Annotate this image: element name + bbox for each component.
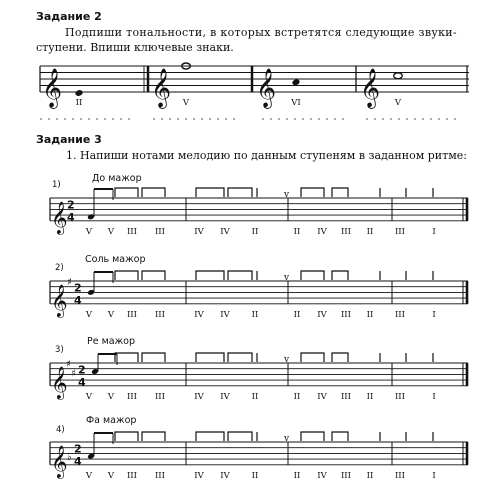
exercise-2-rhythm-bracket <box>196 271 224 280</box>
exercise-1-degree-label: II <box>251 226 259 237</box>
exercise-3-degree-label: II <box>366 391 374 402</box>
exercise-4-rhythm-bracket <box>115 432 138 441</box>
exercise-3-sharp-sign: ♯ <box>66 359 71 370</box>
task3-title: Задание 3 <box>36 133 102 146</box>
exercise-4-rhythm-bracket <box>142 432 165 441</box>
exercise-4-degree-label: V <box>85 470 93 481</box>
exercise-4-degree-label: IV <box>194 470 204 481</box>
exercise-1-degree-label: II <box>293 226 301 237</box>
exercise-4-rhythm-bracket <box>301 432 324 441</box>
exercise-2-rhythm-bracket <box>142 271 165 280</box>
exercise-1-rhythm-bracket <box>115 188 138 197</box>
exercise-4-number: 4) <box>56 425 65 435</box>
exercise-1-degree-label: IV <box>194 226 204 237</box>
exercise-4-rhythm-bracket <box>332 432 348 441</box>
exercise-3-treble-clef: 𝄞 <box>51 365 68 399</box>
exercise-3-degree-label: IV <box>220 391 230 402</box>
exercise-4-flat-sign: ♭ <box>67 452 72 464</box>
exercise-1-degree-label: V <box>107 226 115 237</box>
exercise-3-degree-label: III <box>340 391 352 402</box>
exercise-3-degree-label: IV <box>194 391 204 402</box>
exercise-2-degree-label: III <box>394 309 406 320</box>
task2-title: Задание 2 <box>36 10 102 23</box>
exercise-2-rhythm-bracket <box>301 271 324 280</box>
exercise-3-degree-label: IV <box>317 391 327 402</box>
task2-treble-clef-4: 𝄞 <box>360 68 381 108</box>
task3-instruction: 1. Напиши нотами мелодию по данным ступеням в заданном ритме: <box>66 149 467 162</box>
exercise-3-degree-label: III <box>154 391 166 402</box>
exercise-3-degree-label: III <box>126 391 138 402</box>
exercise-1-time-signature-top: 2 <box>67 198 75 212</box>
exercise-1-degree-label: V <box>85 226 93 237</box>
exercise-3-rhythm-bracket <box>115 353 138 362</box>
exercise-3-time-signature-top: 2 <box>78 363 86 377</box>
exercise-4-degree-label: I <box>432 470 436 481</box>
exercise-4-degree-label: II <box>293 470 301 481</box>
exercise-2-rhythm-bracket <box>332 271 348 280</box>
exercise-2-treble-clef: 𝄞 <box>51 283 68 317</box>
exercise-4-rhythm-bracket <box>196 432 224 441</box>
exercise-2-breath-mark: v <box>284 273 290 283</box>
task2-treble-clef-1: 𝄞 <box>42 68 63 108</box>
task2-instruction-line1: Подпиши тональности, в которых встретятся следующие звуки- <box>65 26 457 39</box>
exercise-1-number: 1) <box>52 180 61 190</box>
task2-treble-clef-2: 𝄞 <box>151 68 172 108</box>
exercise-3-degree-label: II <box>251 391 259 402</box>
exercise-2-degree-label: II <box>293 309 301 320</box>
exercise-4-degree-label: III <box>154 470 166 481</box>
exercise-2-degree-label: IV <box>317 309 327 320</box>
exercise-3-rhythm-bracket <box>228 353 252 362</box>
exercise-2-rhythm-bracket <box>228 271 252 280</box>
exercise-4-key-title: Фа мажор <box>86 415 137 426</box>
exercise-1-treble-clef: 𝄞 <box>51 200 68 234</box>
exercise-2-degree-label: III <box>126 309 138 320</box>
exercise-2-time-signature-top: 2 <box>74 281 82 295</box>
exercise-4-time-signature-top: 2 <box>74 442 82 456</box>
exercise-1-rhythm-bracket <box>142 188 165 197</box>
exercise-1-degree-label: III <box>394 226 406 237</box>
exercise-4-rhythm-bracket <box>228 432 252 441</box>
exercise-3-degree-label: II <box>293 391 301 402</box>
exercise-1-degree-label: III <box>340 226 352 237</box>
task2-degree-label: V <box>182 98 190 108</box>
exercise-1-degree-label: IV <box>220 226 230 237</box>
exercise-4-treble-clef: 𝄞 <box>51 444 68 478</box>
exercise-2-degree-label: V <box>85 309 93 320</box>
exercise-2-sharp-sign: ♯ <box>67 277 72 288</box>
exercise-3-rhythm-bracket <box>196 353 224 362</box>
exercise-4-breath-mark: v <box>284 434 290 444</box>
exercise-2-rhythm-bracket <box>115 271 138 280</box>
exercise-3-number: 3) <box>55 345 64 355</box>
exercise-4-degree-label: IV <box>220 470 230 481</box>
exercise-1-rhythm-bracket <box>228 188 252 197</box>
exercise-4-degree-label: II <box>251 470 259 481</box>
exercise-2-degree-label: III <box>154 309 166 320</box>
exercise-2-degree-label: I <box>432 309 436 320</box>
exercise-2-key-title: Соль мажор <box>85 254 146 265</box>
exercise-3-rhythm-bracket <box>142 353 165 362</box>
exercise-1-rhythm-bracket <box>196 188 224 197</box>
exercise-1-rhythm-bracket <box>332 188 348 197</box>
task2-degree-label: V <box>394 98 402 108</box>
task2-degree-label: II <box>75 98 83 108</box>
exercise-3-degree-label: I <box>432 391 436 402</box>
exercise-3-breath-mark: v <box>284 355 290 365</box>
exercise-4-degree-label: V <box>107 470 115 481</box>
exercise-1-degree-label: II <box>366 226 374 237</box>
exercise-3-rhythm-bracket <box>332 353 348 362</box>
exercise-1-degree-label: III <box>154 226 166 237</box>
exercise-4-time-signature-bottom: 4 <box>74 454 82 468</box>
exercise-3-degree-label: V <box>107 391 115 402</box>
exercise-3-rhythm-bracket <box>301 353 324 362</box>
exercise-2-number: 2) <box>55 263 64 273</box>
exercise-1-rhythm-bracket <box>301 188 324 197</box>
exercise-2-time-signature-bottom: 4 <box>74 293 82 307</box>
exercise-4-degree-label: II <box>366 470 374 481</box>
exercise-3-degree-label: III <box>394 391 406 402</box>
exercise-2-degree-label: IV <box>194 309 204 320</box>
task2-degree-label: VI <box>291 98 301 108</box>
exercise-1-degree-label: III <box>126 226 138 237</box>
exercise-1-degree-label: IV <box>317 226 327 237</box>
task2-treble-clef-3: 𝄞 <box>256 68 277 108</box>
exercise-2-degree-label: IV <box>220 309 230 320</box>
exercise-2-degree-label: II <box>366 309 374 320</box>
exercise-4-degree-label: III <box>394 470 406 481</box>
task2-instruction-line2: ступени. Впиши ключевые знаки. <box>36 41 234 54</box>
exercise-2-degree-label: V <box>107 309 115 320</box>
exercise-3-degree-label: V <box>85 391 93 402</box>
exercise-1-breath-mark: v <box>284 190 290 200</box>
exercise-3-key-title: Ре мажор <box>87 336 135 347</box>
exercise-1-degree-label: I <box>432 226 436 237</box>
exercise-4-degree-label: IV <box>317 470 327 481</box>
exercise-3-time-signature-bottom: 4 <box>78 375 86 389</box>
exercise-2-degree-label: III <box>340 309 352 320</box>
exercise-3-sharp-sign: ♯ <box>71 368 76 380</box>
exercise-1-time-signature-bottom: 4 <box>67 210 75 224</box>
exercise-4-degree-label: III <box>340 470 352 481</box>
exercise-2-degree-label: II <box>251 309 259 320</box>
exercise-1-key-title: До мажор <box>92 173 142 184</box>
exercise-4-degree-label: III <box>126 470 138 481</box>
